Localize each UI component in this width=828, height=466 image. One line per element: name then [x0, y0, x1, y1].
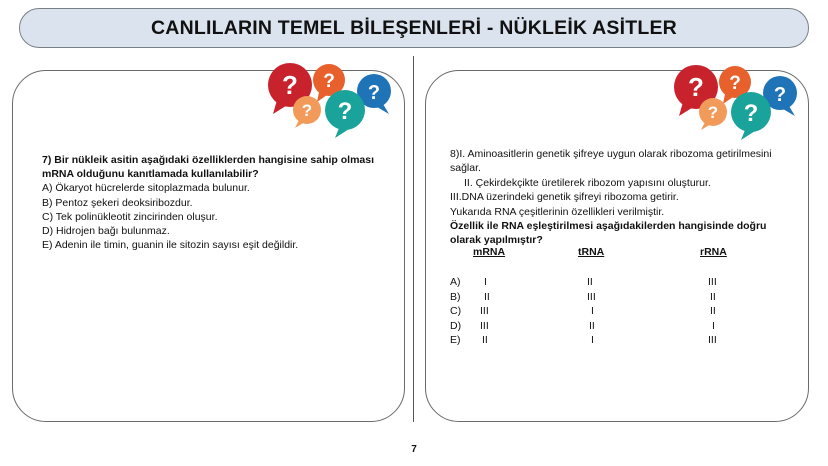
option-b: B) Pentoz şekeri deoksiribozdur.	[42, 196, 193, 209]
table-row: E) II I III	[450, 334, 717, 347]
table-row: C) III I II	[450, 305, 716, 318]
svg-text:?: ?	[367, 82, 381, 104]
question-8	[450, 147, 800, 248]
page-number: 7	[411, 444, 417, 455]
option-a: A) Ökaryot hücrelerde sitoplazmada bulunur.	[42, 182, 250, 195]
option-e: E) Adenin ile timin, guanin ile sitozin sayısı eşit değildir.	[42, 239, 299, 252]
option-c: C) Tek polinükleotit zincirinden oluşur.	[42, 210, 218, 223]
svg-text:?: ?	[323, 71, 335, 92]
svg-text:?: ?	[729, 73, 741, 94]
column-mrna: mRNA	[473, 246, 506, 258]
center-divider	[413, 56, 414, 422]
svg-text:?: ?	[773, 84, 787, 106]
light-orange-bubble-icon	[293, 96, 321, 128]
answer-table	[450, 246, 790, 349]
statement-iii: III.DNA üzerindeki genetik şifreyi ribozoma getirir.	[450, 191, 679, 204]
question-7-stem: 7) Bir nükleik asitin aşağıdaki özelliklerden hangisine sahip olması mRNA olduğunu kanıtlamada kullanılabilir?	[42, 154, 375, 181]
svg-text:?: ?	[743, 100, 759, 127]
page-title: CANLILARIN TEMEL BİLEŞENLERİ - NÜKLEİK ASİTLER	[151, 16, 677, 39]
option-d: D) Hidrojen bağı bulunmaz.	[42, 225, 170, 238]
question-bubbles-left	[265, 58, 395, 138]
question-7	[42, 153, 392, 252]
svg-text:?: ?	[337, 98, 353, 125]
statement-ii: II. Çekirdekçikte üretilerek ribozom yapısını oluşturur.	[464, 176, 711, 189]
table-header	[450, 246, 790, 264]
question-bubbles-icon	[265, 58, 395, 138]
column-rrna: rRNA	[700, 246, 727, 258]
question-bubbles-icon	[671, 60, 801, 140]
light-orange-bubble-icon	[699, 98, 727, 130]
statement-i: 8)I. Aminoasitlerin genetik şifreye uygun olarak ribozoma getirilmesini sağlar.	[450, 148, 772, 175]
teal-bubble-icon	[325, 90, 365, 138]
svg-text:?: ?	[301, 101, 313, 120]
question-8-prompt: Özellik ile RNA eşleştirilmesi aşağıdakilerden hangisinde doğru olarak yapılmıştır?	[450, 220, 767, 247]
title-banner	[19, 8, 809, 48]
table-row: B) II III II	[450, 290, 716, 303]
svg-text:?: ?	[282, 70, 298, 100]
table-row: A) I II III	[450, 276, 717, 288]
teal-bubble-icon	[731, 92, 771, 140]
svg-text:?: ?	[707, 103, 719, 122]
question-bubbles-right	[671, 60, 801, 140]
svg-text:?: ?	[688, 72, 704, 102]
column-trna: tRNA	[578, 246, 605, 258]
statement-intro: Yukarıda RNA çeşitlerinin özellikleri verilmiştir.	[450, 205, 665, 218]
table-row: D) III II I	[450, 319, 715, 332]
